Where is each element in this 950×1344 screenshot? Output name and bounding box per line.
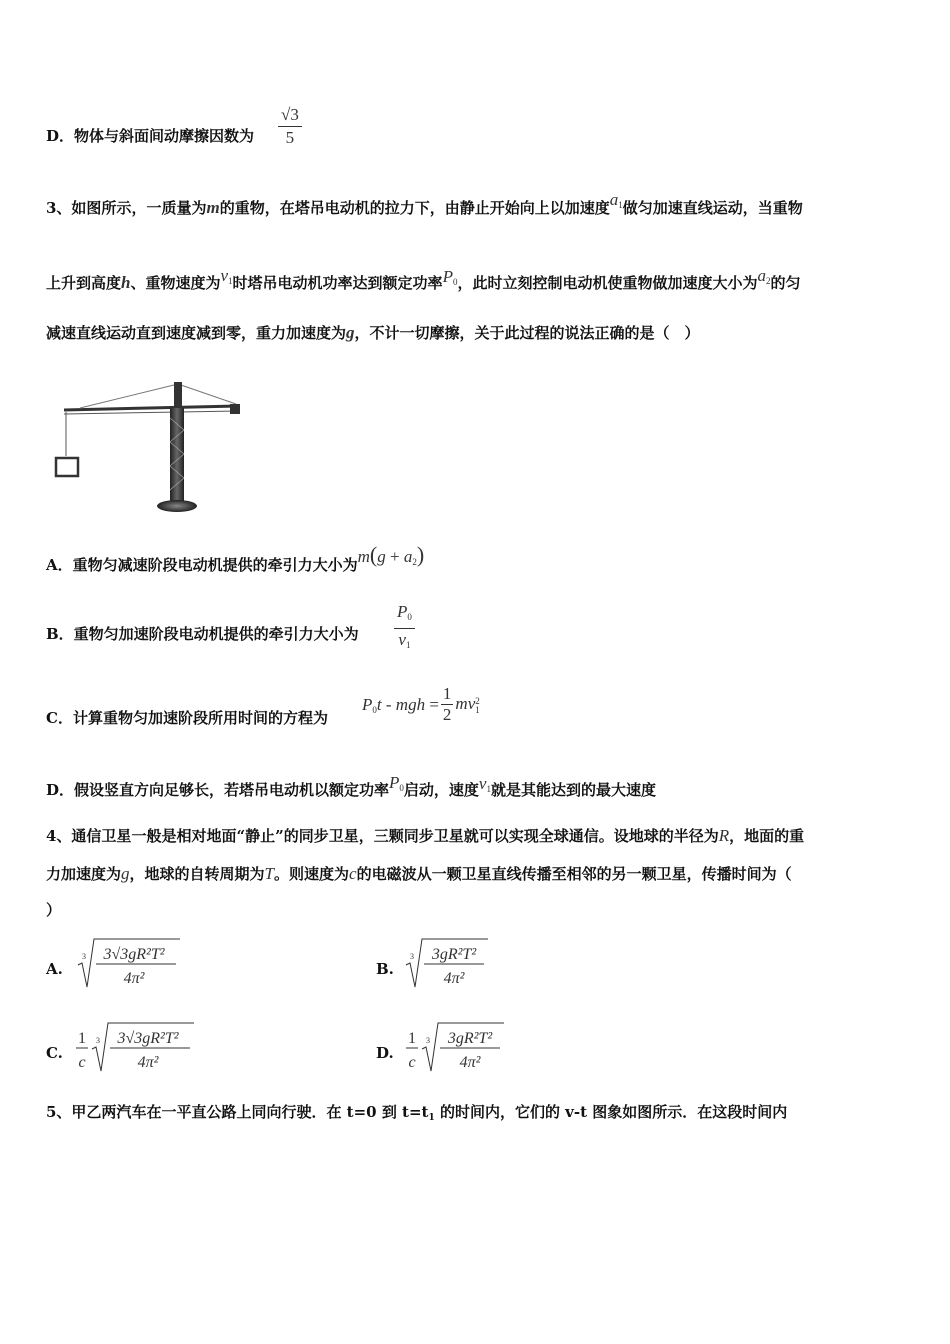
q4-text-2b: ，地球的自转周期为 bbox=[129, 865, 265, 883]
q3-a2-symbol: $a_2$ bbox=[757, 266, 771, 286]
q3-stem-line-2 bbox=[46, 266, 801, 298]
q3-a1-symbol: $a_1$ bbox=[609, 190, 623, 210]
q4-stem-line-2 bbox=[46, 864, 792, 884]
q3-option-c-equation: $P_0t$ - mgh = 1 2 mv2 1 bbox=[362, 684, 480, 724]
q3-mass-symbol: m bbox=[206, 198, 220, 217]
q3-option-d-text-b: 启动，速度 bbox=[403, 781, 479, 799]
svg-text:3gR²T²: 3gR²T² bbox=[447, 1030, 493, 1047]
q4-R-symbol: R bbox=[718, 826, 730, 845]
q5-text-1a: 5、甲乙两汽车在一平直公路上同向行驶．在 t=0 到 t=t bbox=[46, 1103, 429, 1121]
q2-fraction-numerator: √3 bbox=[278, 104, 302, 127]
q4-option-d bbox=[376, 1043, 394, 1063]
svg-text:4π²: 4π² bbox=[443, 970, 465, 987]
svg-text:1: 1 bbox=[408, 1030, 416, 1047]
q3-option-a bbox=[46, 542, 425, 580]
q4-text-2c: 。则速度为 bbox=[274, 865, 350, 883]
q3-option-a-formula: $m(g + a_2)$ bbox=[357, 542, 425, 567]
svg-text:4π²: 4π² bbox=[459, 1054, 481, 1071]
q3-stem-line-1 bbox=[46, 190, 803, 223]
q4-option-a bbox=[46, 959, 63, 979]
svg-text:3: 3 bbox=[410, 952, 414, 961]
q2-option-d-fraction bbox=[278, 104, 302, 149]
q4-text-3: ） bbox=[46, 901, 62, 919]
q3-option-b bbox=[46, 624, 359, 644]
svg-text:3√3gR²T²: 3√3gR²T² bbox=[103, 946, 165, 963]
q3-g-symbol: g bbox=[346, 323, 355, 342]
q3-v1-symbol: $v_1$ bbox=[220, 266, 233, 286]
q3-text-2b: 、重物速度为 bbox=[130, 274, 221, 292]
q4-stem-line-3 bbox=[46, 900, 61, 920]
svg-text:3: 3 bbox=[82, 952, 86, 961]
q4-option-b-label: B. bbox=[376, 960, 394, 978]
q4-option-b bbox=[376, 959, 394, 979]
q3-option-b-text: B．重物匀加速阶段电动机提供的牵引力大小为 bbox=[46, 625, 359, 643]
q3-option-b-fraction: $P_0$ $v_1$ bbox=[394, 601, 415, 656]
svg-text:3√3gR²T²: 3√3gR²T² bbox=[117, 1030, 179, 1047]
q3-option-d-p0: $P_0$ bbox=[389, 773, 404, 793]
svg-text:3gR²T²: 3gR²T² bbox=[431, 946, 477, 963]
q4-text-2d: 的电磁波从一颗卫星直线传播至相邻的另一颗卫星，传播时间为（ bbox=[356, 865, 792, 883]
q3-p0-symbol: $P_0$ bbox=[442, 267, 458, 287]
svg-text:4π²: 4π² bbox=[137, 1054, 159, 1071]
svg-text:3: 3 bbox=[426, 1036, 430, 1045]
q4-option-a-label: A. bbox=[46, 960, 63, 978]
svg-text:1: 1 bbox=[78, 1030, 86, 1047]
q3-text-2d: ，此时立刻控制电动机使重物做加速度大小为 bbox=[457, 274, 758, 292]
q3-option-d-v1: $v_1$ bbox=[478, 774, 491, 794]
q3-option-d-text-c: 就是其能达到的最大速度 bbox=[490, 781, 656, 799]
q4-text-1a: 4、通信卫星一般是相对地面“静止”的同步卫星，三颗同步卫星就可以实现全球通信。设地球的半径为 bbox=[46, 827, 719, 845]
q3-text-2e: 的匀 bbox=[770, 274, 801, 292]
q4-T-symbol: T bbox=[264, 864, 274, 883]
q3-h-symbol: h bbox=[121, 273, 131, 292]
q2-option-d-text: D．物体与斜面间动摩擦因数为 bbox=[46, 127, 255, 145]
q4-text-1b: ，地面的重 bbox=[729, 827, 805, 845]
q2-option-d bbox=[46, 126, 254, 146]
q4-option-c-formula bbox=[74, 1019, 194, 1079]
q3-text-1b: 的重物，在塔吊电动机的拉力下，由静止开始向上以加速度 bbox=[219, 199, 610, 217]
q4-option-b-formula bbox=[404, 935, 488, 995]
svg-text:c: c bbox=[78, 1054, 86, 1071]
q4-stem-line-1 bbox=[46, 826, 804, 846]
q3-option-c bbox=[46, 708, 328, 728]
q4-option-d-formula bbox=[404, 1019, 504, 1079]
q4-option-c bbox=[46, 1043, 63, 1063]
q5-stem-line-1 bbox=[46, 1102, 787, 1128]
q4-c-symbol: c bbox=[349, 864, 357, 883]
q3-option-a-text: A．重物匀减速阶段电动机提供的牵引力大小为 bbox=[46, 556, 358, 574]
q5-text-1b: 的时间内，它们的 v-t 图象如图所示．在这段时间内 bbox=[434, 1103, 788, 1121]
q3-text-3a: 减速直线运动直到速度减到零，重力加速度为 bbox=[46, 324, 347, 342]
svg-text:4π²: 4π² bbox=[123, 970, 145, 987]
svg-text:3: 3 bbox=[96, 1036, 100, 1045]
q3-text-3b: ，不计一切摩擦，关于此过程的说法正确的是（ ） bbox=[354, 324, 700, 342]
svg-text:c: c bbox=[408, 1054, 416, 1071]
q2-fraction-denominator: 5 bbox=[285, 128, 295, 147]
q4-option-c-label: C. bbox=[46, 1044, 63, 1062]
q3-text-2c: 时塔吊电动机功率达到额定功率 bbox=[232, 274, 443, 292]
q3-text-1a: 3、如图所示，一质量为 bbox=[46, 199, 207, 217]
q4-option-a-formula bbox=[76, 935, 180, 995]
q3-stem-line-3 bbox=[46, 323, 700, 343]
q4-text-2a: 力加速度为 bbox=[46, 865, 122, 883]
q4-option-d-label: D. bbox=[376, 1044, 394, 1062]
q4-g-symbol: g bbox=[121, 864, 130, 883]
q3-option-d-text-a: D．假设竖直方向足够长，若塔吊电动机以额定功率 bbox=[46, 781, 390, 799]
q3-option-c-text: C．计算重物匀加速阶段所用时间的方程为 bbox=[46, 709, 328, 727]
q5-t1-subscript: 1 bbox=[428, 1113, 435, 1123]
tower-crane-illustration bbox=[50, 378, 250, 516]
q3-text-2a: 上升到高度 bbox=[46, 274, 122, 292]
q3-option-d bbox=[46, 773, 656, 805]
q3-text-1c: 做匀加速直线运动，当重物 bbox=[622, 199, 803, 217]
